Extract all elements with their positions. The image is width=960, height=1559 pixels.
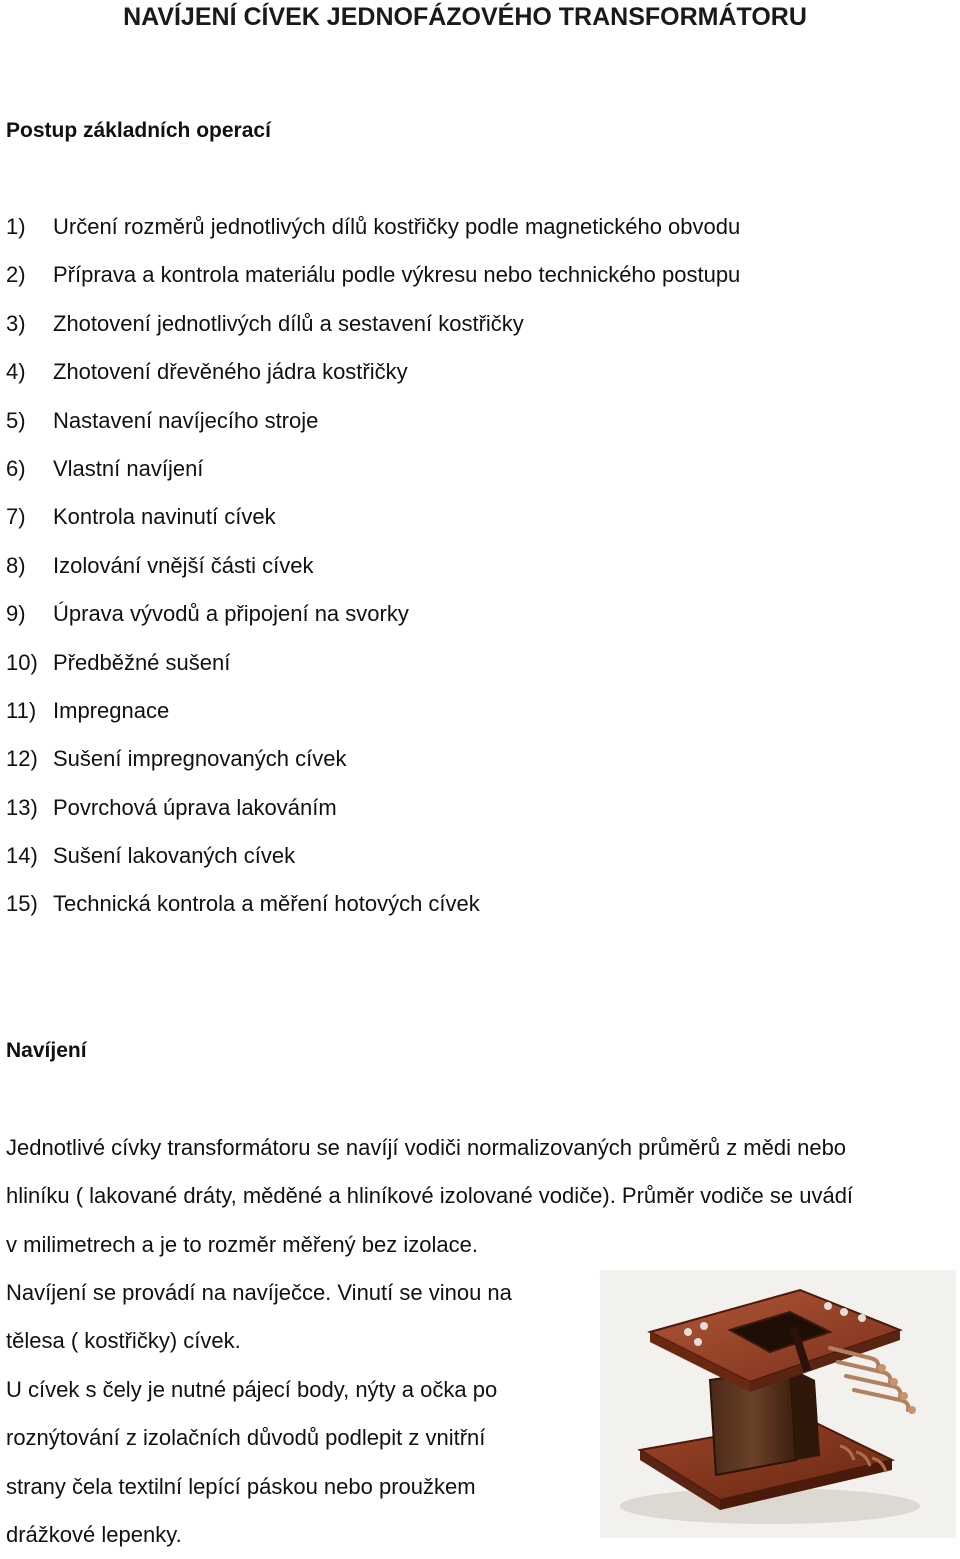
section-heading-winding: Navíjení — [6, 1039, 87, 1062]
coil-bobbin-illustration — [600, 1270, 956, 1538]
step-number: 15) — [6, 891, 38, 917]
step-text: Technická kontrola a měření hotových cívek — [53, 891, 480, 917]
step-item — [6, 357, 740, 405]
paragraph-line: strany čela textilní lepící páskou nebo proužkem — [6, 1473, 476, 1499]
step-item — [6, 502, 740, 550]
step-number: 12) — [6, 746, 38, 772]
step-text: Určení rozměrů jednotlivých dílů kostřičky podle magnetického obvodu — [53, 214, 741, 239]
step-item — [6, 551, 740, 599]
winding-paragraph-2 — [6, 1269, 566, 1559]
step-text: Impregnace — [53, 697, 170, 723]
step-text: Vlastní navíjení — [53, 455, 204, 481]
step-number: 14) — [6, 843, 38, 869]
step-number: 4) — [6, 359, 26, 385]
step-number: 1) — [6, 214, 26, 239]
step-item — [6, 793, 740, 841]
step-number: 13) — [6, 794, 38, 820]
step-text: Kontrola navinutí cívek — [53, 504, 276, 530]
step-item — [6, 406, 740, 454]
paragraph-line: Navíjení se provádí na navíječce. Vinutí se vinou na — [6, 1280, 512, 1305]
step-number: 8) — [6, 552, 26, 578]
step-number: 7) — [6, 504, 26, 530]
step-text: Předběžné sušení — [53, 649, 231, 675]
step-item — [6, 454, 740, 502]
step-item — [6, 696, 740, 744]
paragraph-line: hliníku ( lakované dráty, měděné a hliníkové izolované vodiče). Průměr vodiče se uvádí — [6, 1183, 854, 1209]
page-title: NAVÍJENÍ CÍVEK JEDNOFÁZOVÉHO TRANSFORMÁTORU — [123, 3, 807, 31]
step-text: Příprava a kontrola materiálu podle výkresu nebo technického postupu — [53, 262, 741, 288]
step-number: 5) — [6, 407, 26, 433]
paragraph-line: drážkové lepenky. — [6, 1522, 182, 1548]
step-text: Zhotovení jednotlivých dílů a sestavení kostřičky — [53, 310, 524, 336]
step-text: Nastavení navíjecího stroje — [53, 407, 319, 433]
section-heading-procedure: Postup základních operací — [6, 119, 271, 142]
step-number: 2) — [6, 262, 26, 288]
step-item — [6, 212, 740, 260]
winding-paragraph-1 — [6, 1124, 946, 1269]
paragraph-line: Jednotlivé cívky transformátoru se navíjí vodiči normalizovaných průměrů z mědi nebo — [6, 1135, 847, 1160]
step-item — [6, 599, 740, 647]
step-text: Izolování vnější části cívek — [53, 552, 314, 578]
paragraph-line: v milimetrech a je to rozměr měřený bez izolace. — [6, 1231, 478, 1257]
step-text: Úprava vývodů a připojení na svorky — [53, 601, 409, 627]
coil-bobbin-photo — [600, 1270, 956, 1538]
step-item — [6, 648, 740, 696]
paragraph-line: roznýtování z izolačních důvodů podlepit z vnitřní — [6, 1425, 486, 1451]
step-item — [6, 309, 740, 357]
steps-list — [6, 212, 740, 938]
step-text: Sušení lakovaných cívek — [53, 843, 296, 869]
step-item — [6, 841, 740, 889]
paragraph-line: tělesa ( kostřičky) cívek. — [6, 1328, 241, 1354]
step-text: Sušení impregnovaných cívek — [53, 746, 347, 772]
step-number: 6) — [6, 455, 26, 481]
step-item — [6, 889, 740, 937]
step-text: Zhotovení dřevěného jádra kostřičky — [53, 359, 408, 385]
step-text: Povrchová úprava lakováním — [53, 794, 337, 820]
step-number: 3) — [6, 310, 26, 336]
step-item — [6, 260, 740, 308]
step-number: 9) — [6, 601, 26, 627]
step-item — [6, 744, 740, 792]
step-number: 10) — [6, 649, 38, 675]
paragraph-line: U cívek s čely je nutné pájecí body, nýty a očka po — [6, 1376, 498, 1402]
step-number: 11) — [6, 697, 37, 723]
